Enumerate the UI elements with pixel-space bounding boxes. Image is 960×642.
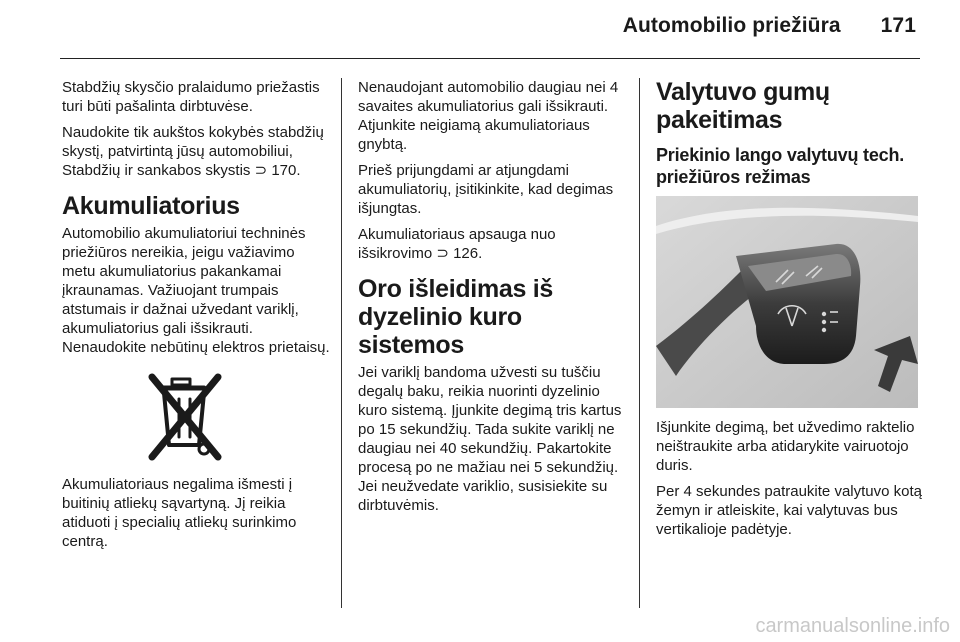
header-rule [60,58,920,59]
column-divider [639,78,640,608]
battery-disposal-paragraph: Akumuliatoriaus negalima išmesti į buitinių atliekų sąvartyną. Jį reikia atiduoti į specialių atliekų surinkimo centrą. [62,476,297,550]
wiper-stalk-illustration [656,196,918,408]
diesel-bleeding-paragraph: Jei variklį bandoma užvesti su tuščiu degalų baku, reikia nuorinti dyzelinio kuro sistemą. Įjunkite degimą tris kartus po 15 sekundžių. Tada sukite variklį ne daugiau nei 40 sekundžių. Pakartokite procesą po ne mažiau nei 5 sekundžių. Jei neužvedate variklio, susisiekite su dirbtuvėmis. [358,364,622,514]
battery-maintenance-paragraph: Automobilio akumuliatoriui techninės priežiūros nereikia, jeigu važiavimo metu akumuliatorius pakankamai įkraunamas. Važiuojant trumpais atstumais ir dažnai užvedant variklį, akumuliatorius gali išsikrauti. Nenaudokite nebūtinų elektros prietaisų. [62,225,330,356]
column-3 [656,78,926,546]
crossed-bin-icon [146,371,226,463]
wiper-service-mode-subheading: Priekinio lango valytuvų tech. priežiūros režimas [656,145,905,187]
wiper-stalk-paragraph: Per 4 sekundes patraukite valytuvo kotą žemyn ir atleiskite, kai valytuvas bus vertikalioje padėtyje. [656,483,922,538]
brake-fluid-leak-paragraph: Stabdžių skysčio pralaidumo priežastis turi būti pašalinta dirbtuvėse. [62,79,320,115]
battery-protection-paragraph: Akumuliatoriaus apsauga nuo išsikrovimo ⊃ 126. [358,226,556,262]
page-header [623,14,916,38]
header-title: Automobilio priežiūra [622,14,841,37]
column-2 [358,78,633,522]
page-number: 171 [880,14,916,37]
brake-fluid-quality-paragraph: Naudokite tik aukštos kokybės stabdžių skystį, patvirtintą jūsų automobiliui, Stabdžių ir sankabos skystis ⊃ 170. [62,124,324,179]
battery-storage-paragraph: Nenaudojant automobilio daugiau nei 4 savaites akumuliatorius gali išsikrauti. Atjunkite neigiamą akumuliatoriaus gnybtą. [358,79,619,153]
column-divider [341,78,342,608]
watermark: carmanualsonline.info [755,615,950,637]
battery-heading: Akumuliatorius [62,192,240,220]
wiper-ignition-paragraph: Išjunkite degimą, bet užvedimo raktelio neištraukite arba atidarykite vairuotojo duris. [656,419,915,474]
battery-connect-paragraph: Prieš prijungdami ar atjungdami akumuliatorių, įsitikinkite, kad degimas išjungtas. [358,162,614,217]
column-1 [62,78,332,558]
diesel-bleeding-heading: Oro išleidimas iš dyzelinio kuro sistemos [358,275,553,359]
wiper-blade-heading: Valytuvo gumų pakeitimas [656,78,830,134]
